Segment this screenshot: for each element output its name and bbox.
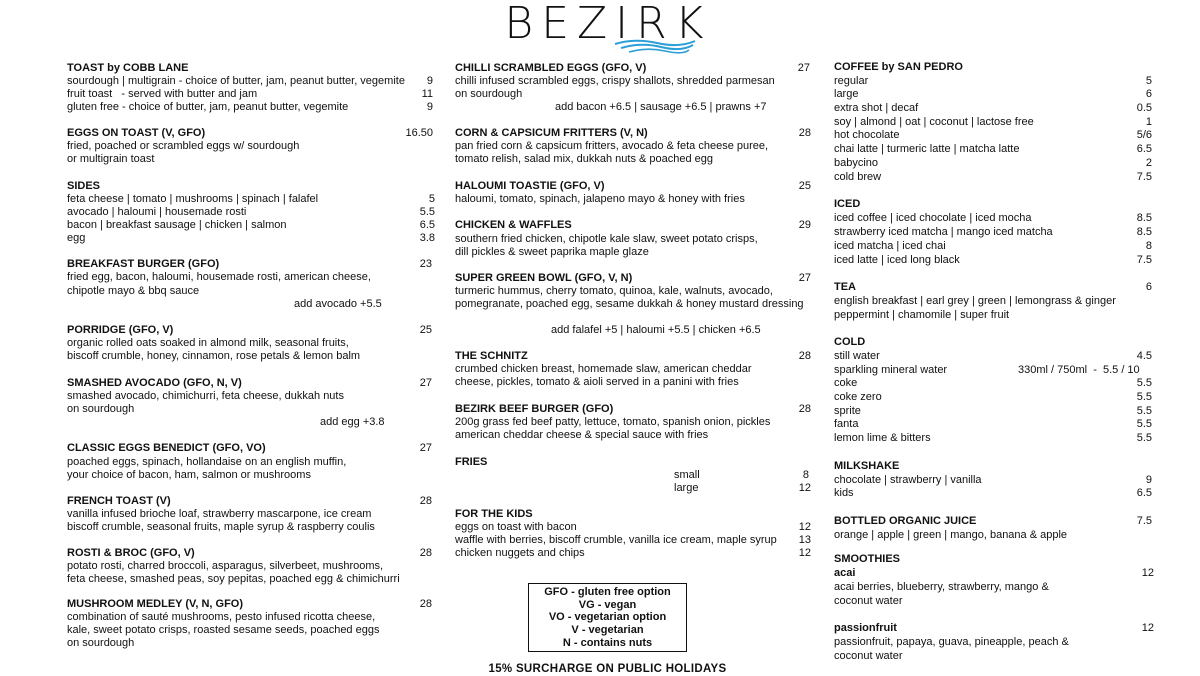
legend-line: V - vegetarian: [571, 624, 644, 637]
price: 12: [798, 547, 811, 559]
menu-item-line: avocado | haloumi | housemade rosti: [67, 206, 247, 218]
item-heading-breakfast-burger: BREAKFAST BURGER (GFO): [67, 258, 220, 270]
price: 2: [1145, 157, 1152, 169]
item-description: passionfruit, papaya, guava, pineapple, peach &: [834, 636, 1069, 648]
item-heading-acai: acai: [834, 567, 856, 579]
item-heading-eggs-benedict: CLASSIC EGGS BENEDICT (GFO, VO): [67, 442, 266, 454]
item-description: pomegranate, poached egg, sesame dukkah & honey mustard dressing: [455, 298, 804, 310]
price: 7.5: [1136, 171, 1152, 183]
price: 11: [421, 88, 433, 100]
item-description: biscoff crumble, honey, cinnamon, rose petals & lemon balm: [67, 350, 361, 362]
menu-item-line: sprite: [834, 405, 861, 417]
menu-item-line: large: [834, 88, 859, 100]
item-description: fried egg, bacon, haloumi, housemade rosti, american cheese,: [67, 271, 371, 283]
item-heading-corn-fritters: CORN & CAPSICUM FRITTERS (V, N): [455, 127, 648, 139]
price: 6: [1145, 88, 1152, 100]
item-description: combination of sauté mushrooms, pesto infused ricotta cheese,: [67, 611, 376, 623]
item-description: fried, poached or scrambled eggs w/ sourdough: [67, 140, 300, 152]
menu-item-line: strawberry iced matcha | mango iced matcha: [834, 226, 1053, 238]
menu-item-line: chicken nuggets and chips: [455, 547, 585, 559]
item-description: coconut water: [834, 650, 903, 662]
price: 29: [798, 219, 811, 231]
price: 5.5: [419, 206, 435, 218]
price: 9: [1145, 474, 1152, 486]
menu-item-line: chocolate | strawberry | vanilla: [834, 474, 982, 486]
menu-item-line: iced matcha | iced chai: [834, 240, 946, 252]
price: 5.5: [1136, 377, 1152, 389]
price: 6.5: [1136, 143, 1152, 155]
menu-item-line: sparkling mineral water: [834, 364, 948, 376]
item-addon: add egg +3.8: [320, 416, 385, 428]
menu-item-line: orange | apple | green | mango, banana & apple: [834, 529, 1068, 541]
item-description: pan fried corn & capsicum fritters, avocado & feta cheese puree,: [455, 140, 769, 152]
item-heading-passionfruit: passionfruit: [834, 622, 897, 634]
item-heading-haloumi-toastie: HALOUMI TOASTIE (GFO, V): [455, 180, 605, 192]
item-description: on sourdough: [455, 88, 523, 100]
price: 12: [798, 521, 811, 533]
price: 4.5: [1136, 350, 1152, 362]
legend-line: VG - vegan: [578, 598, 637, 611]
price: 6.5: [1136, 487, 1152, 499]
item-description: southern fried chicken, chipotle kale slaw, sweet potato crisps,: [455, 233, 758, 245]
menu-item-line: gluten free - choice of butter, jam, peanut butter, vegemite: [67, 101, 349, 113]
item-description: smashed avocado, chimichurri, feta cheese, dukkah nuts: [67, 390, 344, 402]
section-heading-iced: ICED: [834, 198, 861, 210]
menu-item-line: chai latte | turmeric latte | matcha latte: [834, 143, 1020, 155]
menu-item-line: still water: [834, 350, 880, 362]
price: 12: [1141, 567, 1154, 579]
item-description: american cheddar cheese & special sauce with fries: [455, 429, 709, 441]
price: 7.5: [1136, 254, 1152, 266]
price: 27: [798, 272, 811, 284]
item-description: dill pickles & sweet paprika maple glaze: [455, 246, 649, 258]
price: 27: [419, 377, 432, 389]
item-description: turmeric hummus, cherry tomato, quinoa, kale, walnuts, avocado,: [455, 285, 773, 297]
menu-item-line: coke: [834, 377, 858, 389]
price: 8: [802, 469, 809, 481]
section-heading-bottled-juice: BOTTLED ORGANIC JUICE: [834, 515, 977, 527]
price: 6: [1145, 281, 1152, 293]
section-heading-coffee: COFFEE by SAN PEDRO: [834, 61, 963, 73]
item-description: or multigrain toast: [67, 153, 155, 165]
brand-logo: [493, 0, 723, 58]
price: 5/6: [1136, 129, 1152, 141]
menu-item-line: small: [674, 469, 700, 481]
menu-item-line: large: [674, 482, 699, 494]
menu-item-line: eggs on toast with bacon: [455, 521, 577, 533]
price: 13: [798, 534, 811, 546]
price: 7.5: [1136, 515, 1152, 527]
price: 3.8: [419, 232, 435, 244]
menu-item-line: coke zero: [834, 391, 882, 403]
price: 9: [426, 101, 433, 113]
item-addon: add falafel +5 | haloumi +5.5 | chicken +6.5: [551, 324, 761, 336]
menu-item-line: babycino: [834, 157, 879, 169]
item-description: biscoff crumble, seasonal fruits, maple syrup & raspberry coulis: [67, 521, 375, 533]
price: 12: [798, 482, 811, 494]
section-heading-milkshake: MILKSHAKE: [834, 460, 900, 472]
item-description: on sourdough: [67, 403, 135, 415]
price: 28: [798, 350, 811, 362]
menu-item-line: soy | almond | oat | coconut | lactose free: [834, 116, 1034, 128]
section-heading-tea: TEA: [834, 281, 856, 293]
item-heading-the-schnitz: THE SCHNITZ: [455, 350, 528, 362]
menu-item-line: iced coffee | iced chocolate | iced mocha: [834, 212, 1032, 224]
item-heading-chilli-scrambled-eggs: CHILLI SCRAMBLED EGGS (GFO, V): [455, 62, 647, 74]
price: 16.50: [405, 127, 433, 139]
brand-name: BEZIRK: [504, 0, 712, 49]
item-heading-eggs-on-toast: EGGS ON TOAST (V, GFO): [67, 127, 206, 139]
price: 8: [1145, 240, 1152, 252]
item-description: your choice of bacon, ham, salmon or mushrooms: [67, 469, 311, 481]
item-heading-beef-burger: BEZIRK BEEF BURGER (GFO): [455, 403, 614, 415]
price: 5.5: [1136, 391, 1152, 403]
legend-line: VO - vegetarian option: [548, 611, 667, 624]
price: 27: [797, 62, 810, 74]
price: 5.5: [1136, 405, 1152, 417]
item-heading-porridge: PORRIDGE (GFO, V): [67, 324, 174, 336]
item-description: vanilla infused brioche loaf, strawberry mascarpone, ice cream: [67, 508, 372, 520]
price: 28: [798, 403, 811, 415]
item-addon: add bacon +6.5 | sausage +6.5 | prawns +7: [555, 101, 767, 113]
item-heading-chicken-waffles: CHICKEN & WAFFLES: [455, 219, 572, 231]
item-description: feta cheese, smashed peas, soy pepitas, poached egg & chimichurri: [67, 573, 400, 585]
item-description: crumbed chicken breast, homemade slaw, american cheddar: [455, 363, 752, 375]
price: 8.5: [1136, 212, 1152, 224]
item-description: kale, sweet potato crisps, roasted sesame seeds, poached eggs: [67, 624, 380, 636]
item-description: coconut water: [834, 595, 903, 607]
item-description: poached eggs, spinach, hollandaise on an english muffin,: [67, 456, 347, 468]
price: 330ml / 750ml - 5.5 / 10: [1018, 364, 1140, 376]
item-description: cheese, pickles, tomato & aioli served in a panini with fries: [455, 376, 739, 388]
section-heading-for-the-kids: FOR THE KIDS: [455, 508, 533, 520]
price: 1: [1145, 116, 1152, 128]
menu-item-line: fanta: [834, 418, 859, 430]
menu-item-line: regular: [834, 75, 869, 87]
menu-item-line: egg: [67, 232, 86, 244]
item-description: acai berries, blueberry, strawberry, mango &: [834, 581, 1049, 593]
price: 28: [419, 495, 432, 507]
price: 5.5: [1136, 432, 1152, 444]
item-heading-mushroom-medley: MUSHROOM MEDLEY (V, N, GFO): [67, 598, 244, 610]
menu-item-line: lemon lime & bitters: [834, 432, 931, 444]
menu-item-line: feta cheese | tomato | mushrooms | spinach | falafel: [67, 193, 319, 205]
price: 28: [798, 127, 811, 139]
menu-item-line: hot chocolate: [834, 129, 900, 141]
price: 12: [1141, 622, 1154, 634]
menu-item-line: english breakfast | earl grey | green | lemongrass & ginger: [834, 295, 1116, 307]
wave-icon: [613, 38, 697, 54]
item-description: potato rosti, charred broccoli, asparagus, silverbeet, mushrooms,: [67, 560, 384, 572]
item-description: tomato relish, salad mix, dukkah nuts & poached egg: [455, 153, 714, 165]
menu-item-line: bacon | breakfast sausage | chicken | salmon: [67, 219, 287, 231]
legend-line: GFO - gluten free option: [544, 586, 671, 598]
menu-item-line: peppermint | chamomile | super fruit: [834, 309, 1010, 321]
item-addon: add avocado +5.5: [294, 298, 382, 310]
price: 0.5: [1136, 102, 1152, 114]
price: 6.5: [419, 219, 435, 231]
section-heading-fries: FRIES: [455, 456, 488, 468]
item-heading-smashed-avocado: SMASHED AVOCADO (GFO, N, V): [67, 377, 242, 389]
menu-item-line: iced latte | iced long black: [834, 254, 960, 266]
item-heading-french-toast: FRENCH TOAST (V): [67, 495, 171, 507]
item-description: chilli infused scrambled eggs, crispy shallots, shredded parmesan: [455, 75, 775, 87]
item-description: 200g grass fed beef patty, lettuce, tomato, spanish onion, pickles: [455, 416, 771, 428]
item-description: on sourdough: [67, 637, 135, 649]
price: 5: [1145, 75, 1152, 87]
price: 5: [428, 193, 435, 205]
item-heading-super-green-bowl: SUPER GREEN BOWL (GFO, V, N): [455, 272, 633, 284]
price: 28: [419, 598, 432, 610]
price: 9: [426, 75, 433, 87]
menu-item-line: extra shot | decaf: [834, 102, 919, 114]
price: 28: [419, 547, 432, 559]
price: 8.5: [1136, 226, 1152, 238]
price: 5.5: [1136, 418, 1152, 430]
price: 25: [419, 324, 432, 336]
section-heading-toast: TOAST by COBB LANE: [67, 62, 189, 74]
menu-item-line: sourdough | multigrain - choice of butter, jam, peanut butter, vegemite: [67, 75, 405, 87]
menu-item-line: waffle with berries, biscoff crumble, vanilla ice cream, maple syrup: [455, 534, 777, 546]
section-heading-sides: SIDES: [67, 180, 101, 192]
section-heading-smoothies: SMOOTHIES: [834, 553, 901, 565]
item-description: chipotle mayo & bbq sauce: [67, 285, 200, 297]
menu-item-line: fruit toast - served with butter and jam: [67, 88, 258, 100]
dietary-legend: [528, 583, 687, 652]
item-description: organic rolled oats soaked in almond milk, seasonal fruits,: [67, 337, 349, 349]
item-description: haloumi, tomato, spinach, jalapeno mayo & honey with fries: [455, 193, 745, 205]
surcharge-notice: 15% SURCHARGE ON PUBLIC HOLIDAYS: [488, 663, 727, 675]
menu-item-line: cold brew: [834, 171, 882, 183]
price: 25: [798, 180, 811, 192]
price: 23: [419, 258, 432, 270]
legend-line: N - contains nuts: [562, 636, 653, 649]
section-heading-cold: COLD: [834, 336, 866, 348]
price: 27: [419, 442, 432, 454]
item-heading-rosti-broc: ROSTI & BROC (GFO, V): [67, 547, 195, 559]
menu-item-line: kids: [834, 487, 854, 499]
